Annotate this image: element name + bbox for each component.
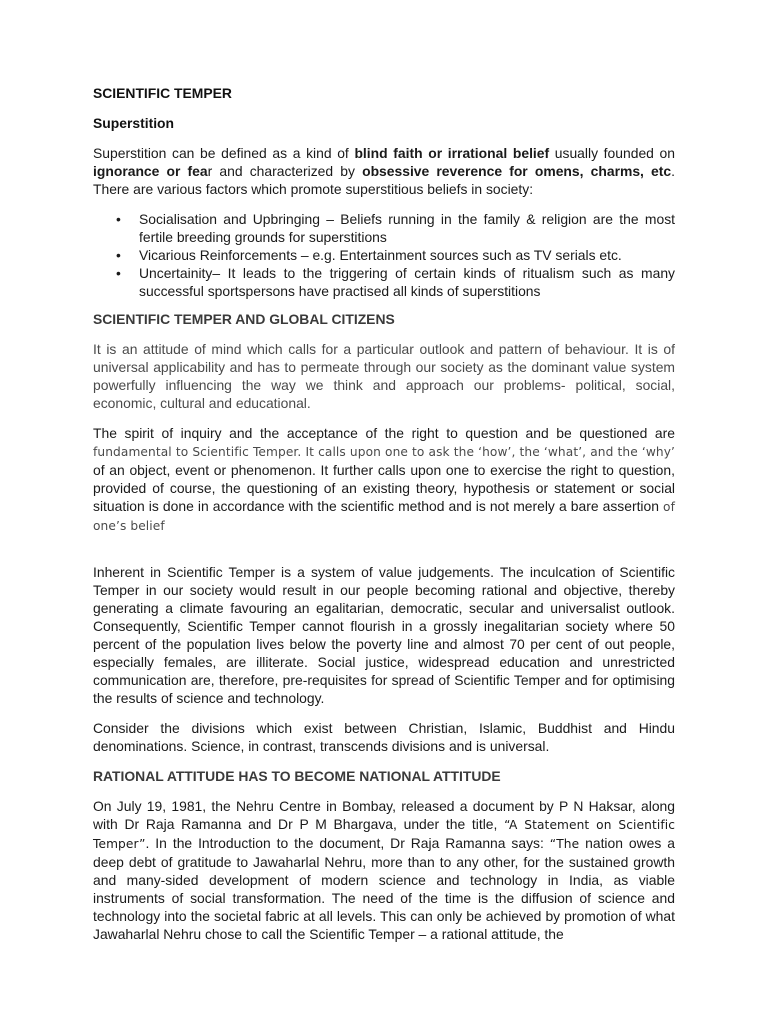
paragraph-value-judgements: Inherent in Scientific Temper is a system of value judgements. The inculcation of Scientific Temper in our society would result in our people becoming rational and objective, thereby generating a climate favouring an egalitarian, democratic, secular and universalist outlook. Consequently, Scientific Temper cannot flourish in a grossly inegalitarian society where 50 percent of the population lives below the poverty line and almost 70 per cent of out people, especially females, are illiterate. Social justice, widespread education and unrestricted communication are, therefore, pre-requisites for spread of Scientific Temper and for optimising the results of science and technology.: [93, 564, 675, 706]
intro-text-1: Superstition can be defined as a kind of: [93, 145, 355, 161]
paragraph-nehru-centre: [93, 797, 675, 943]
nehru-text-c: . In the Introduction to the document, Dr Raja Ramanna says:: [145, 835, 550, 851]
nehru-text-a: On July 19, 1981, the Nehru Centre in Bombay, released a document by P N Haksar, along with Dr Raja Ramanna and Dr P M Bhargava, under the title,: [93, 798, 675, 832]
sub-heading-superstition: Superstition: [93, 115, 175, 131]
intro-text-2: usually founded on: [549, 145, 675, 161]
inquiry-text-a: The spirit of inquiry and the acceptance of the right to question and be questioned are: [93, 425, 675, 441]
paragraph-divisions: Consider the divisions which exist between Christian, Islamic, Buddhist and Hindu denominations. Science, in contrast, transcends divisions and is universal.: [93, 720, 675, 754]
paragraph-inquiry: [93, 424, 675, 535]
intro-text-3: r and characterized by: [207, 163, 363, 179]
intro-bold-3: obsessive reverence for omens, charms, etc: [362, 163, 672, 179]
nehru-text-d: “The: [549, 837, 580, 851]
paragraph-attitude: It is an attitude of mind which calls for a particular outlook and pattern of behaviour. It is of universal applicability and has to permeate through our society as the dominant value system powerfully influencing the way we think and approach our problems- political, social, economic, cultural and educational.: [93, 341, 675, 411]
section-heading-global-citizens: SCIENTIFIC TEMPER AND GLOBAL CITIZENS: [93, 311, 395, 327]
list-item: [93, 264, 675, 300]
intro-bold-1: blind faith or irrational belief: [354, 145, 550, 161]
inquiry-text-b: fundamental to Scientific Temper. It calls upon one to ask the ‘how’, the ‘what’, and the ‘why’: [93, 445, 675, 459]
intro-bold-2: ignorance or fea: [93, 163, 208, 179]
list-item-text: Uncertainity– It leads to the triggering of certain kinds of ritualism such as many successful sportspersons have practised all kinds of superstitions: [139, 265, 675, 299]
factors-list: [93, 210, 675, 300]
list-item-text: Socialisation and Upbringing – Beliefs running in the family & religion are the most fertile breeding grounds for superstitions: [139, 211, 675, 245]
list-item: [93, 210, 675, 246]
bullet-icon: •: [116, 211, 121, 227]
nehru-text-b: “A Statement on Scientific Temper”: [93, 818, 675, 851]
list-item-text: Vicarious Reinforcements – e.g. Entertainment sources such as TV serials etc.: [139, 247, 622, 263]
bullet-icon: •: [116, 265, 121, 281]
list-item: [93, 246, 675, 264]
nehru-text-e: nation owes a deep debt of gratitude to Jawaharlal Nehru, more than to any other, for the sustained growth and many-sided development of modern science and technology in India, as viable instruments of social transformation. The need of the time is the diffusion of science and technology into the societal fabric at all levels. This can only be achieved by promotion of what Jawaharlal Nehru chose to call the Scientific Temper – a rational attitude, the: [93, 835, 675, 942]
inquiry-text-c: of an object, event or phenomenon. It further calls upon one to exercise the right to question, provided of course, the questioning of an existing theory, hypothesis or statement or social situation is done in accordance with the scientific method and is not merely a bare assertion: [93, 462, 675, 514]
document-title: SCIENTIFIC TEMPER: [93, 85, 232, 101]
bullet-icon: •: [116, 247, 121, 263]
document-page: [93, 84, 675, 943]
inquiry-text-d: of one’s belief: [93, 500, 675, 533]
intro-paragraph: [93, 144, 675, 198]
section-heading-rational-attitude: RATIONAL ATTITUDE HAS TO BECOME NATIONAL ATTITUDE: [93, 768, 501, 784]
intro-text-4: . There are various factors which promote superstitious beliefs in society:: [93, 163, 675, 197]
